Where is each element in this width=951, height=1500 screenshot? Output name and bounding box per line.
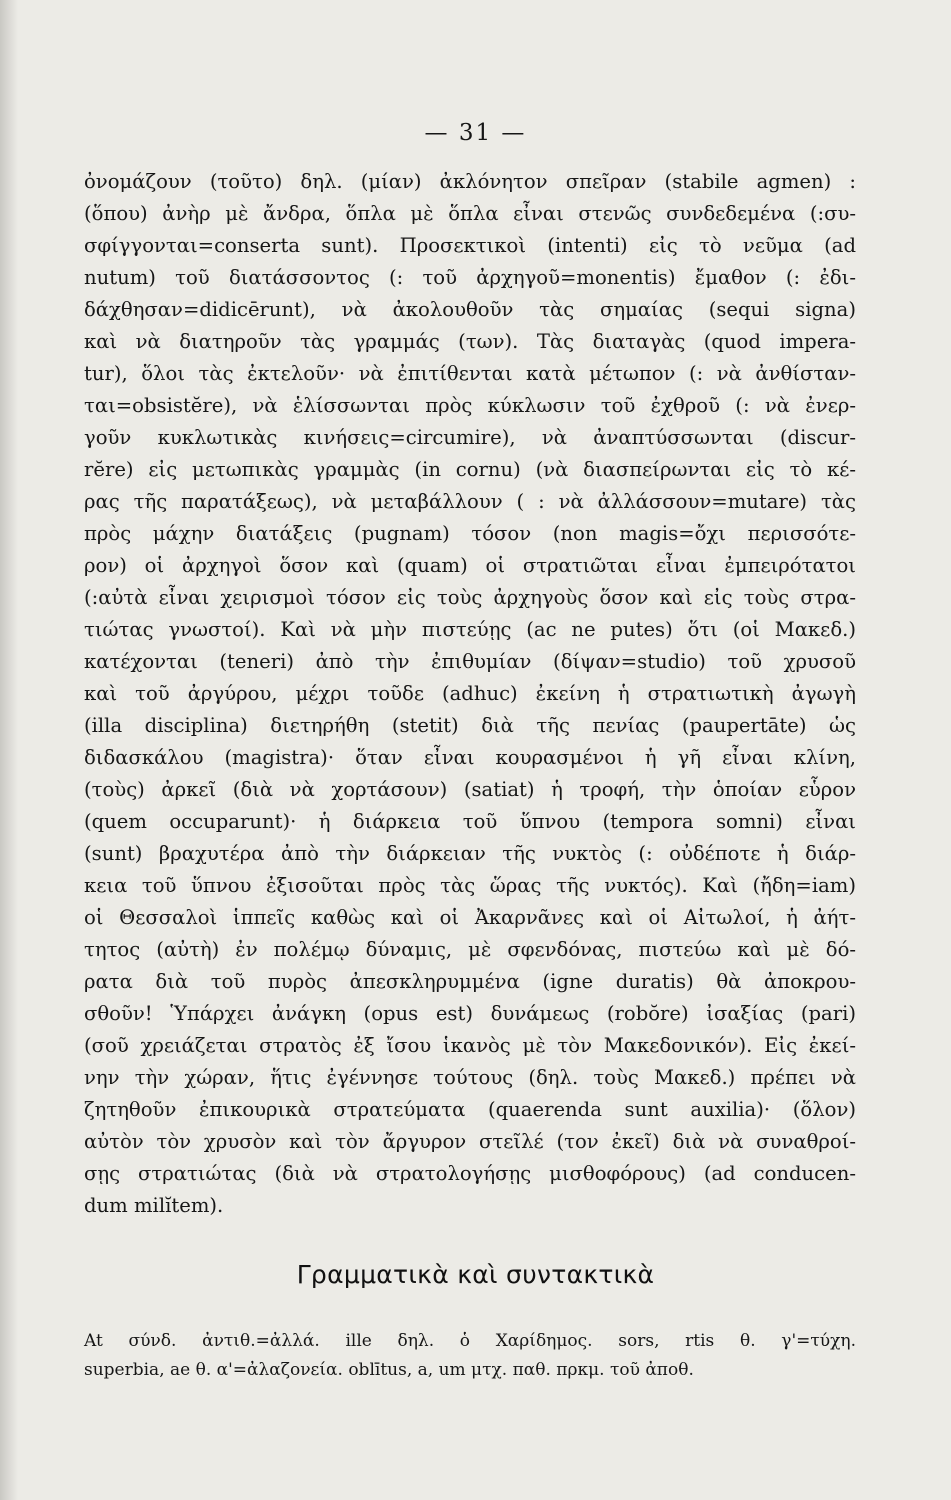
paragraph-line: σθοῦν! Ὑπάρχει ἀνάγκη (opus est) δυνάμεως (robŏre) ἰσαξίας (pari) [84,1002,856,1025]
paragraph-line: νην τὴν χώραν, ἥτις ἐγέννησε τούτους (δηλ. τοὺς Μακεδ.) πρέπει νὰ [84,1066,856,1089]
paragraph-line: ζητηθοῦν ἐπικουρικὰ στρατεύματα (quaerenda sunt auxilia)· (ὅλον) [84,1098,856,1121]
paragraph-line: rĕre) εἰς μετωπικὰς γραμμὰς (in cornu) (νὰ διασπείρωνται εἰς τὸ κέ- [84,458,856,481]
paragraph-line: ὀνομάζουν (τοῦτο) δηλ. (μίαν) ἀκλόνητον σπεῖραν (stabile agmen) : [84,170,856,193]
main-paragraph [84,166,856,1222]
paragraph-line: (sunt) βραχυτέρα ἀπὸ τὴν διάρκειαν τῆς νυκτὸς (: οὐδέποτε ἡ διάρ- [84,842,856,865]
paragraph-line: καὶ τοῦ ἀργύρου, μέχρι τοῦδε (adhuc) ἐκείνη ἡ στρατιωτικὴ ἀγωγὴ [84,682,856,705]
vocabulary-notes [84,1327,856,1385]
paragraph-line: γοῦν κυκλωτικὰς κινήσεις=circumire), νὰ ἀναπτύσσωνται (discur- [84,426,856,449]
paragraph-line: (ὅπου) ἀνὴρ μὲ ἄνδρα, ὅπλα μὲ ὅπλα εἶναι στενῶς συνδεδεμένα (:συ- [84,202,856,225]
page-number: — 31 — [424,120,527,146]
paragraph-line: ρατα διὰ τοῦ πυρὸς ἀπεσκληρυμμένα (igne duratis) θὰ ἀποκρου- [84,970,856,993]
paragraph-line: σῃς στρατιώτας (διὰ νὰ στρατολογήσῃς μισθοφόρους) (ad conducen- [84,1162,856,1185]
paragraph-line: κατέχονται (teneri) ἀπὸ τὴν ἐπιθυμίαν (δίψαν=studio) τοῦ χρυσοῦ [84,650,856,673]
section-heading: Γραμματικὰ καὶ συντακτικὰ [296,1260,655,1289]
paragraph-line: (σοῦ χρειάζεται στρατὸς ἐξ ἴσου ἱκανὸς μὲ τὸν Μακεδονικόν). Εἰς ἐκεί- [84,1034,856,1057]
paragraph-line: (:αὐτὰ εἶναι χειρισμοὶ τόσον εἰς τοὺς ἀρχηγοὺς ὅσον καὶ εἰς τοὺς στρα- [84,586,856,609]
paragraph-line: αὐτὸν τὸν χρυσὸν καὶ τὸν ἄργυρον στεῖλέ (τον ἐκεῖ) διὰ νὰ συναθροί- [84,1130,856,1153]
paragraph-line: καὶ νὰ διατηροῦν τὰς γραμμάς (των). Τὰς διαταγὰς (quod impera- [84,330,856,353]
paragraph-line: σφίγγονται=conserta sunt). Προσεκτικοὶ (intenti) εἰς τὸ νεῦμα (ad [84,234,856,257]
paragraph-line: nutum) τοῦ διατάσσοντος (: τοῦ ἀρχηγοῦ=monentis) ἔμαθον (: ἐδι- [84,266,856,289]
paragraph-line: (τοὺς) ἀρκεῖ (διὰ νὰ χορτάσουν) (satiat) ἡ τροφή, τὴν ὁποίαν εὗρον [84,778,856,801]
paragraph-line: ται=obsistĕre), νὰ ἑλίσσωνται πρὸς κύκλωσιν τοῦ ἐχθροῦ (: νὰ ἐνερ- [84,394,856,417]
paragraph-line: ρας τῆς παρατάξεως), νὰ μεταβάλλουν ( : νὰ ἀλλάσσουν=mutare) τὰς [84,490,856,513]
paragraph-line: dum milĭtem). [84,1194,224,1217]
paragraph-line: οἱ Θεσσαλοὶ ἱππεῖς καθὼς καὶ οἱ Ἀκαρνᾶνες καὶ οἱ Αἰτωλοί, ἡ ἀήτ- [84,906,856,929]
paragraph-line: πρὸς μάχην διατάξεις (pugnam) τόσον (non magis=ὄχι περισσότε- [84,522,856,545]
paragraph-line: τιώτας γνωστοί). Καὶ νὰ μὴν πιστεύῃς (ac ne putes) ὅτι (οἱ Μακεδ.) [84,618,856,641]
paragraph-line: δάχθησαν=didicērunt), νὰ ἀκολουθοῦν τὰς σημαίας (sequi signa) [84,298,856,321]
paragraph-line: τητος (αὐτὴ) ἐν πολέμῳ δύναμις, μὲ σφενδόνας, πιστεύω καὶ μὲ δό- [84,938,856,961]
paragraph-line: tur), ὅλοι τὰς ἐκτελοῦν· νὰ ἐπιτίθενται κατὰ μέτωπον (: νὰ ἀνθίσταν- [84,362,856,385]
paragraph-line: ρον) οἱ ἀρχηγοὶ ὅσον καὶ (quam) οἱ στρατιῶται εἶναι ἐμπειρότατοι [84,554,856,577]
paragraph-line: (illa disciplina) διετηρήθη (stetit) διὰ τῆς πενίας (paupertāte) ὡς [84,714,856,737]
paragraph-line: κεια τοῦ ὕπνου ἐξισοῦται πρὸς τὰς ὥρας τῆς νυκτός). Καὶ (ἤδη=iam) [84,874,856,897]
paragraph-line: διδασκάλου (magistra)· ὅταν εἶναι κουρασμένοι ἡ γῆ εἶναι κλίνη, [84,746,856,769]
paragraph-line: (quem occuparunt)· ἡ διάρκεια τοῦ ὕπνου (tempora somni) εἶναι [84,810,856,833]
vocab-line: superbia, ae θ. α'=ἀλαζονεία. oblītus, a, um μτχ. παθ. πρκμ. τοῦ ἀποθ. [84,1360,694,1380]
vocab-line: At σύνδ. ἀντιθ.=ἀλλά. ille δηλ. ὁ Χαρίδημος. sors, rtis θ. γ'=τύχη. [84,1331,856,1351]
